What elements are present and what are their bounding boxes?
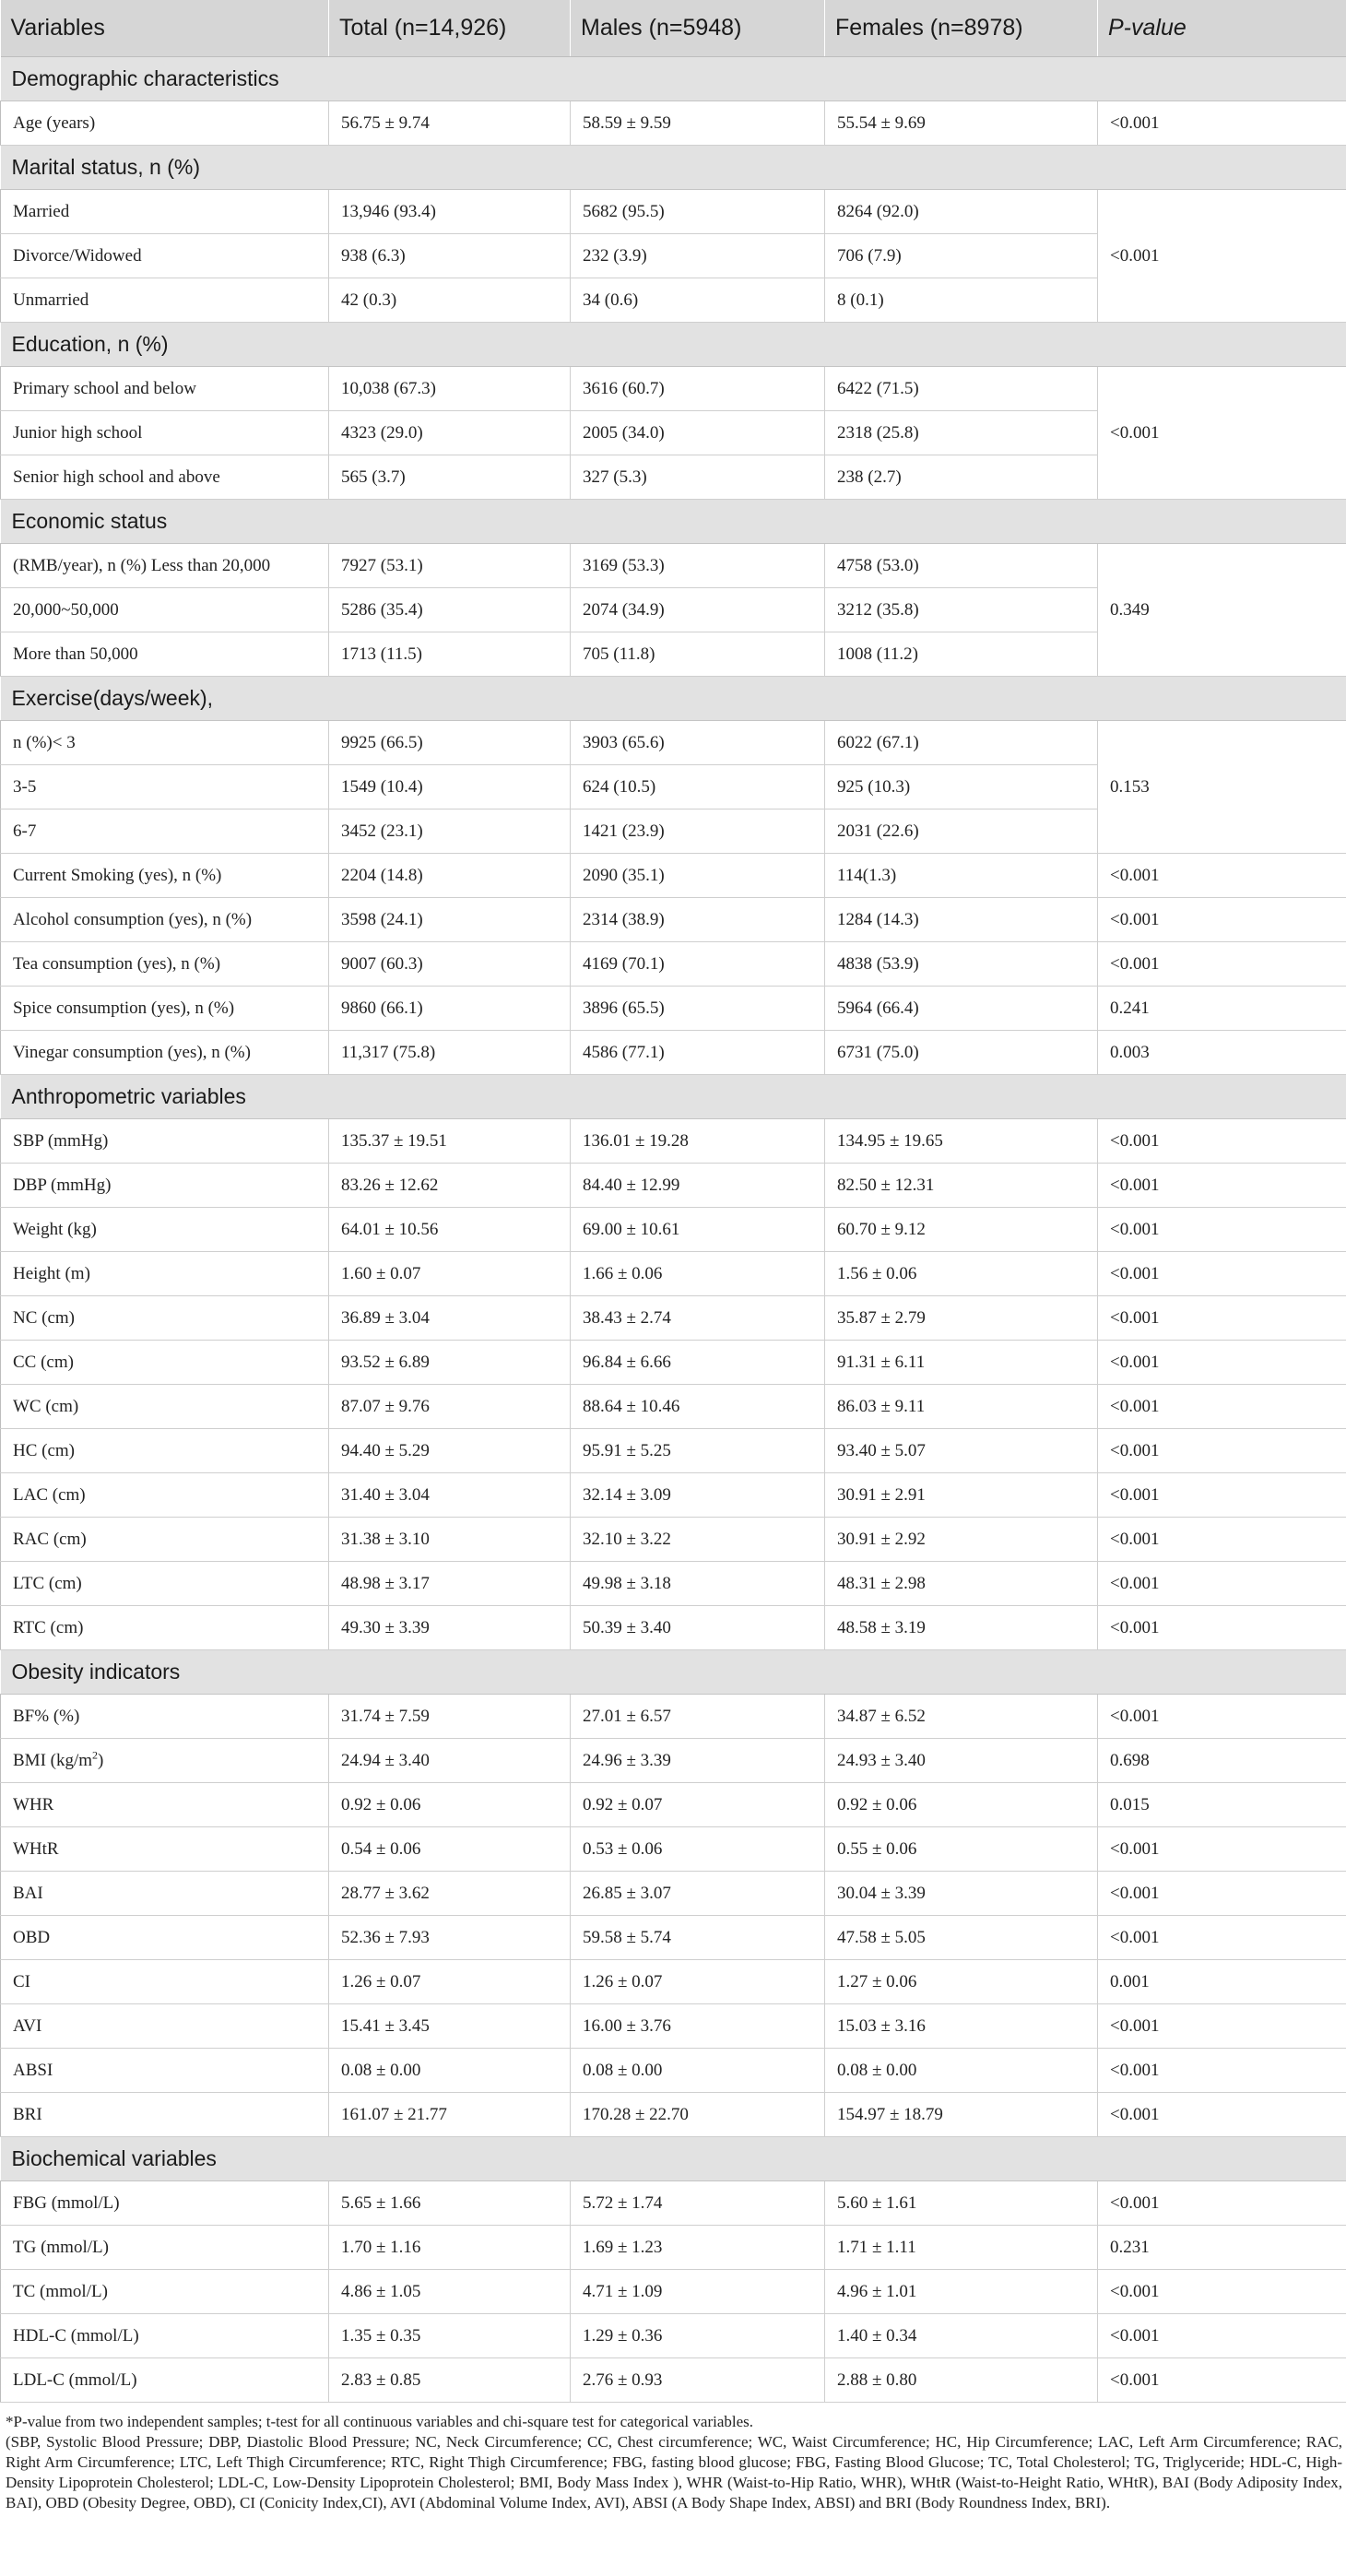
row-label: n (%)< 3 xyxy=(1,721,329,765)
row-label: Current Smoking (yes), n (%) xyxy=(1,854,329,898)
cell-males: 58.59 ± 9.59 xyxy=(571,101,825,146)
header-p-value-text: P-value xyxy=(1108,15,1187,41)
cell-females: 91.31 ± 6.11 xyxy=(825,1341,1098,1385)
cell-males: 49.98 ± 3.18 xyxy=(571,1562,825,1606)
cell-total: 94.40 ± 5.29 xyxy=(329,1429,571,1473)
row-label: Age (years) xyxy=(1,101,329,146)
row-label: Divorce/Widowed xyxy=(1,234,329,278)
cell-males: 3616 (60.7) xyxy=(571,367,825,411)
row-label: BF% (%) xyxy=(1,1695,329,1739)
cell-p-value: <0.001 xyxy=(1098,1385,1346,1429)
cell-total: 9860 (66.1) xyxy=(329,987,571,1031)
cell-p-value: <0.001 xyxy=(1098,2358,1346,2403)
cell-females: 4838 (53.9) xyxy=(825,942,1098,987)
table-row xyxy=(1,2226,1346,2270)
header-total: Total (n=14,926) xyxy=(329,0,571,57)
cell-females: 93.40 ± 5.07 xyxy=(825,1429,1098,1473)
row-label-suffix: ) xyxy=(98,1750,104,1770)
cell-females: 2031 (22.6) xyxy=(825,809,1098,854)
cell-males: 2074 (34.9) xyxy=(571,588,825,632)
cell-females: 4.96 ± 1.01 xyxy=(825,2270,1098,2314)
cell-p-value: <0.001 xyxy=(1098,2314,1346,2358)
cell-males: 170.28 ± 22.70 xyxy=(571,2093,825,2137)
cell-p-value: <0.001 xyxy=(1098,898,1346,942)
row-label: CC (cm) xyxy=(1,1341,329,1385)
cell-total: 0.08 ± 0.00 xyxy=(329,2049,571,2093)
cell-p-value: <0.001 xyxy=(1098,190,1346,323)
cell-males: 1421 (23.9) xyxy=(571,809,825,854)
cell-females: 30.04 ± 3.39 xyxy=(825,1872,1098,1916)
footnote-p-value: *P-value from two independent samples; t-test for all continuous variables and chi-square test for categorical variables. xyxy=(6,2413,754,2430)
cell-total: 28.77 ± 3.62 xyxy=(329,1872,571,1916)
cell-males: 624 (10.5) xyxy=(571,765,825,809)
cell-females: 5.60 ± 1.61 xyxy=(825,2181,1098,2226)
row-label: Weight (kg) xyxy=(1,1208,329,1252)
cell-p-value: 0.001 xyxy=(1098,1960,1346,2004)
header-males: Males (n=5948) xyxy=(571,0,825,57)
section-header-row xyxy=(1,677,1346,721)
row-label: RTC (cm) xyxy=(1,1606,329,1650)
row-label: ABSI xyxy=(1,2049,329,2093)
cell-p-value: <0.001 xyxy=(1098,2093,1346,2137)
row-label: WC (cm) xyxy=(1,1385,329,1429)
section-title: Exercise(days/week), xyxy=(1,677,1346,721)
cell-p-value: <0.001 xyxy=(1098,1562,1346,1606)
cell-males: 50.39 ± 3.40 xyxy=(571,1606,825,1650)
cell-total: 15.41 ± 3.45 xyxy=(329,2004,571,2049)
cell-p-value: <0.001 xyxy=(1098,1296,1346,1341)
cell-p-value: <0.001 xyxy=(1098,1252,1346,1296)
cell-females: 0.08 ± 0.00 xyxy=(825,2049,1098,2093)
cell-males: 2090 (35.1) xyxy=(571,854,825,898)
cell-females: 1284 (14.3) xyxy=(825,898,1098,942)
table-row xyxy=(1,1429,1346,1473)
row-label: FBG (mmol/L) xyxy=(1,2181,329,2226)
cell-males: 4169 (70.1) xyxy=(571,942,825,987)
table-row xyxy=(1,1164,1346,1208)
row-label: Senior high school and above xyxy=(1,455,329,500)
table-row xyxy=(1,2093,1346,2137)
cell-p-value: 0.349 xyxy=(1098,544,1346,677)
row-label: SBP (mmHg) xyxy=(1,1119,329,1164)
section-title: Biochemical variables xyxy=(1,2137,1346,2181)
cell-total: 1.60 ± 0.07 xyxy=(329,1252,571,1296)
cell-total: 24.94 ± 3.40 xyxy=(329,1739,571,1783)
cell-males: 1.29 ± 0.36 xyxy=(571,2314,825,2358)
table-row xyxy=(1,1739,1346,1783)
cell-total: 1713 (11.5) xyxy=(329,632,571,677)
row-label: WHR xyxy=(1,1783,329,1827)
cell-total: 56.75 ± 9.74 xyxy=(329,101,571,146)
cell-males: 84.40 ± 12.99 xyxy=(571,1164,825,1208)
table-row xyxy=(1,854,1346,898)
cell-males: 5682 (95.5) xyxy=(571,190,825,234)
cell-total: 83.26 ± 12.62 xyxy=(329,1164,571,1208)
table-row xyxy=(1,1695,1346,1739)
cell-p-value: <0.001 xyxy=(1098,1872,1346,1916)
cell-p-value: 0.231 xyxy=(1098,2226,1346,2270)
table-row xyxy=(1,2314,1346,2358)
table-row xyxy=(1,367,1346,411)
table-row xyxy=(1,190,1346,234)
section-title: Marital status, n (%) xyxy=(1,146,1346,190)
cell-p-value: <0.001 xyxy=(1098,2181,1346,2226)
row-label: Spice consumption (yes), n (%) xyxy=(1,987,329,1031)
table-row xyxy=(1,1385,1346,1429)
row-label: CI xyxy=(1,1960,329,2004)
cell-p-value: 0.241 xyxy=(1098,987,1346,1031)
row-label: 3-5 xyxy=(1,765,329,809)
row-label: WHtR xyxy=(1,1827,329,1872)
cell-females: 34.87 ± 6.52 xyxy=(825,1695,1098,1739)
table-row xyxy=(1,544,1346,588)
cell-males: 69.00 ± 10.61 xyxy=(571,1208,825,1252)
cell-females: 2318 (25.8) xyxy=(825,411,1098,455)
section-title: Education, n (%) xyxy=(1,323,1346,367)
cell-females: 4758 (53.0) xyxy=(825,544,1098,588)
cell-females: 8 (0.1) xyxy=(825,278,1098,323)
cell-total: 7927 (53.1) xyxy=(329,544,571,588)
cell-p-value: <0.001 xyxy=(1098,2049,1346,2093)
row-label: Vinegar consumption (yes), n (%) xyxy=(1,1031,329,1075)
cell-females: 55.54 ± 9.69 xyxy=(825,101,1098,146)
cell-males: 95.91 ± 5.25 xyxy=(571,1429,825,1473)
cell-total: 36.89 ± 3.04 xyxy=(329,1296,571,1341)
cell-p-value: <0.001 xyxy=(1098,1606,1346,1650)
cell-females: 60.70 ± 9.12 xyxy=(825,1208,1098,1252)
row-label xyxy=(1,1739,329,1783)
cell-females: 86.03 ± 9.11 xyxy=(825,1385,1098,1429)
cell-females: 2.88 ± 0.80 xyxy=(825,2358,1098,2403)
cell-p-value: <0.001 xyxy=(1098,1164,1346,1208)
row-label-text: BMI (kg/m xyxy=(13,1750,93,1770)
header-females: Females (n=8978) xyxy=(825,0,1098,57)
row-label: Tea consumption (yes), n (%) xyxy=(1,942,329,987)
row-label: 20,000~50,000 xyxy=(1,588,329,632)
cell-females: 1.27 ± 0.06 xyxy=(825,1960,1098,2004)
section-title: Anthropometric variables xyxy=(1,1075,1346,1119)
section-title: Obesity indicators xyxy=(1,1650,1346,1695)
cell-p-value: 0.698 xyxy=(1098,1739,1346,1783)
table-row xyxy=(1,721,1346,765)
cell-total: 31.74 ± 7.59 xyxy=(329,1695,571,1739)
table-row xyxy=(1,987,1346,1031)
cell-total: 10,038 (67.3) xyxy=(329,367,571,411)
cell-males: 32.14 ± 3.09 xyxy=(571,1473,825,1518)
cell-total: 0.54 ± 0.06 xyxy=(329,1827,571,1872)
table-row xyxy=(1,1562,1346,1606)
row-label: Married xyxy=(1,190,329,234)
cell-total: 9925 (66.5) xyxy=(329,721,571,765)
section-title: Economic status xyxy=(1,500,1346,544)
cell-females: 134.95 ± 19.65 xyxy=(825,1119,1098,1164)
cell-total: 13,946 (93.4) xyxy=(329,190,571,234)
cell-females: 1008 (11.2) xyxy=(825,632,1098,677)
cell-total: 3452 (23.1) xyxy=(329,809,571,854)
cell-total: 3598 (24.1) xyxy=(329,898,571,942)
section-header-row xyxy=(1,2137,1346,2181)
table-row xyxy=(1,898,1346,942)
cell-males: 3169 (53.3) xyxy=(571,544,825,588)
table-row xyxy=(1,1473,1346,1518)
cell-males: 96.84 ± 6.66 xyxy=(571,1341,825,1385)
section-header-row xyxy=(1,1650,1346,1695)
row-label: LAC (cm) xyxy=(1,1473,329,1518)
row-label: BAI xyxy=(1,1872,329,1916)
table-row xyxy=(1,2358,1346,2403)
cell-p-value: <0.001 xyxy=(1098,1695,1346,1739)
row-label: Alcohol consumption (yes), n (%) xyxy=(1,898,329,942)
cell-total: 161.07 ± 21.77 xyxy=(329,2093,571,2137)
table-row xyxy=(1,1872,1346,1916)
cell-p-value: <0.001 xyxy=(1098,1341,1346,1385)
table-row xyxy=(1,1119,1346,1164)
cell-males: 2314 (38.9) xyxy=(571,898,825,942)
cell-total: 938 (6.3) xyxy=(329,234,571,278)
cell-males: 26.85 ± 3.07 xyxy=(571,1872,825,1916)
cell-total: 49.30 ± 3.39 xyxy=(329,1606,571,1650)
cell-p-value: <0.001 xyxy=(1098,2270,1346,2314)
row-label: BRI xyxy=(1,2093,329,2137)
footnote-abbreviations: (SBP, Systolic Blood Pressure; DBP, Diastolic Blood Pressure; NC, Neck Circumference; CC, Chest circumference; WC, Waist Circumference; HC, Hip Circumference; LAC, Left Arm Circumference; RAC, Right Arm Circumference; LTC, Left Thigh Circumference; RTC, Right Thigh Circumference; FBG, fasting blood glucose; FBG, Fasting Blood Glucose; TC, Total Cholesterol; TG, Triglyceride; HDL-C, High-Density Lipoprotein Cholesterol; LDL-C, Low-Density Lipoprotein Cholesterol; BMI, Body Mass Index ), WHR (Waist-to-Hip Ratio, WHR), WHtR (Waist-to-Height Ratio, WHtR), BAI (Body Adiposity Index, BAI), OBD (Obesity Degree, OBD), CI (Conicity Index,CI), AVI (Abdominal Volume Index, AVI), ABSI (A Body Shape Index, ABSI) and BRI (Body Roundness Index, BRI). xyxy=(6,2433,1342,2511)
cell-females: 30.91 ± 2.92 xyxy=(825,1518,1098,1562)
table-row xyxy=(1,1296,1346,1341)
row-label: 6-7 xyxy=(1,809,329,854)
cell-males: 3903 (65.6) xyxy=(571,721,825,765)
cell-males: 2.76 ± 0.93 xyxy=(571,2358,825,2403)
section-header-row xyxy=(1,1075,1346,1119)
cell-p-value: 0.015 xyxy=(1098,1783,1346,1827)
cell-total: 48.98 ± 3.17 xyxy=(329,1562,571,1606)
table-row xyxy=(1,1208,1346,1252)
cell-females: 1.56 ± 0.06 xyxy=(825,1252,1098,1296)
cell-females: 24.93 ± 3.40 xyxy=(825,1739,1098,1783)
section-title: Demographic characteristics xyxy=(1,57,1346,101)
row-label: NC (cm) xyxy=(1,1296,329,1341)
row-label: LDL-C (mmol/L) xyxy=(1,2358,329,2403)
cell-females: 47.58 ± 5.05 xyxy=(825,1916,1098,1960)
cell-males: 27.01 ± 6.57 xyxy=(571,1695,825,1739)
cell-females: 706 (7.9) xyxy=(825,234,1098,278)
cell-females: 8264 (92.0) xyxy=(825,190,1098,234)
row-label: HDL-C (mmol/L) xyxy=(1,2314,329,2358)
cell-females: 6422 (71.5) xyxy=(825,367,1098,411)
cell-females: 0.92 ± 0.06 xyxy=(825,1783,1098,1827)
cell-p-value: <0.001 xyxy=(1098,367,1346,500)
row-label: Unmarried xyxy=(1,278,329,323)
cell-total: 0.92 ± 0.06 xyxy=(329,1783,571,1827)
table-row xyxy=(1,1341,1346,1385)
cell-total: 1549 (10.4) xyxy=(329,765,571,809)
row-label: LTC (cm) xyxy=(1,1562,329,1606)
row-label: TG (mmol/L) xyxy=(1,2226,329,2270)
cell-males: 59.58 ± 5.74 xyxy=(571,1916,825,1960)
row-label: (RMB/year), n (%) Less than 20,000 xyxy=(1,544,329,588)
row-label: RAC (cm) xyxy=(1,1518,329,1562)
cell-p-value: <0.001 xyxy=(1098,1119,1346,1164)
cell-males: 327 (5.3) xyxy=(571,455,825,500)
cell-males: 34 (0.6) xyxy=(571,278,825,323)
table-row xyxy=(1,1827,1346,1872)
cell-males: 16.00 ± 3.76 xyxy=(571,2004,825,2049)
table-row xyxy=(1,2270,1346,2314)
row-label: OBD xyxy=(1,1916,329,1960)
cell-females: 82.50 ± 12.31 xyxy=(825,1164,1098,1208)
cell-p-value: <0.001 xyxy=(1098,101,1346,146)
cell-males: 0.08 ± 0.00 xyxy=(571,2049,825,2093)
cell-total: 135.37 ± 19.51 xyxy=(329,1119,571,1164)
row-label-superscript: 2 xyxy=(92,1748,99,1762)
cell-total: 11,317 (75.8) xyxy=(329,1031,571,1075)
cell-males: 32.10 ± 3.22 xyxy=(571,1518,825,1562)
cell-females: 925 (10.3) xyxy=(825,765,1098,809)
cell-total: 5.65 ± 1.66 xyxy=(329,2181,571,2226)
row-label: Junior high school xyxy=(1,411,329,455)
cell-p-value: <0.001 xyxy=(1098,1916,1346,1960)
cell-total: 31.38 ± 3.10 xyxy=(329,1518,571,1562)
cell-males: 24.96 ± 3.39 xyxy=(571,1739,825,1783)
cell-total: 5286 (35.4) xyxy=(329,588,571,632)
cell-total: 93.52 ± 6.89 xyxy=(329,1341,571,1385)
table-row xyxy=(1,1916,1346,1960)
cell-total: 1.26 ± 0.07 xyxy=(329,1960,571,2004)
cell-females: 15.03 ± 3.16 xyxy=(825,2004,1098,2049)
table-header-row xyxy=(1,0,1346,57)
section-header-row xyxy=(1,57,1346,101)
table-body xyxy=(1,57,1346,2403)
header-variables: Variables xyxy=(1,0,329,57)
header-p-value xyxy=(1098,0,1346,57)
table-row xyxy=(1,1031,1346,1075)
cell-males: 232 (3.9) xyxy=(571,234,825,278)
cell-p-value: <0.001 xyxy=(1098,1429,1346,1473)
cell-p-value: <0.001 xyxy=(1098,1208,1346,1252)
cell-total: 1.70 ± 1.16 xyxy=(329,2226,571,2270)
cell-total: 9007 (60.3) xyxy=(329,942,571,987)
cell-males: 136.01 ± 19.28 xyxy=(571,1119,825,1164)
section-header-row xyxy=(1,323,1346,367)
cell-total: 4.86 ± 1.05 xyxy=(329,2270,571,2314)
row-label: DBP (mmHg) xyxy=(1,1164,329,1208)
row-label: Height (m) xyxy=(1,1252,329,1296)
cell-males: 1.26 ± 0.07 xyxy=(571,1960,825,2004)
cell-p-value: <0.001 xyxy=(1098,1827,1346,1872)
cell-p-value: 0.153 xyxy=(1098,721,1346,854)
table-row xyxy=(1,1252,1346,1296)
cell-males: 5.72 ± 1.74 xyxy=(571,2181,825,2226)
cell-females: 6022 (67.1) xyxy=(825,721,1098,765)
row-label: AVI xyxy=(1,2004,329,2049)
table-row xyxy=(1,1606,1346,1650)
cell-p-value: <0.001 xyxy=(1098,854,1346,898)
cell-p-value: <0.001 xyxy=(1098,942,1346,987)
cell-total: 87.07 ± 9.76 xyxy=(329,1385,571,1429)
table-row xyxy=(1,2004,1346,2049)
cell-males: 2005 (34.0) xyxy=(571,411,825,455)
cell-total: 1.35 ± 0.35 xyxy=(329,2314,571,2358)
cell-males: 0.53 ± 0.06 xyxy=(571,1827,825,1872)
cell-males: 0.92 ± 0.07 xyxy=(571,1783,825,1827)
cell-females: 48.31 ± 2.98 xyxy=(825,1562,1098,1606)
cell-total: 42 (0.3) xyxy=(329,278,571,323)
row-label: More than 50,000 xyxy=(1,632,329,677)
cell-males: 4.71 ± 1.09 xyxy=(571,2270,825,2314)
cell-p-value: 0.003 xyxy=(1098,1031,1346,1075)
cell-total: 4323 (29.0) xyxy=(329,411,571,455)
cell-females: 238 (2.7) xyxy=(825,455,1098,500)
cell-females: 3212 (35.8) xyxy=(825,588,1098,632)
cell-females: 114(1.3) xyxy=(825,854,1098,898)
row-label: TC (mmol/L) xyxy=(1,2270,329,2314)
cell-females: 0.55 ± 0.06 xyxy=(825,1827,1098,1872)
cell-females: 48.58 ± 3.19 xyxy=(825,1606,1098,1650)
cell-females: 35.87 ± 2.79 xyxy=(825,1296,1098,1341)
cell-males: 4586 (77.1) xyxy=(571,1031,825,1075)
cell-total: 565 (3.7) xyxy=(329,455,571,500)
cell-total: 31.40 ± 3.04 xyxy=(329,1473,571,1518)
cell-males: 88.64 ± 10.46 xyxy=(571,1385,825,1429)
cell-males: 1.66 ± 0.06 xyxy=(571,1252,825,1296)
cell-p-value: <0.001 xyxy=(1098,1518,1346,1562)
section-header-row xyxy=(1,500,1346,544)
cell-males: 38.43 ± 2.74 xyxy=(571,1296,825,1341)
cell-total: 2204 (14.8) xyxy=(329,854,571,898)
row-label: Primary school and below xyxy=(1,367,329,411)
cell-females: 5964 (66.4) xyxy=(825,987,1098,1031)
table-row xyxy=(1,1783,1346,1827)
row-label: HC (cm) xyxy=(1,1429,329,1473)
cell-females: 1.40 ± 0.34 xyxy=(825,2314,1098,2358)
table-row xyxy=(1,1960,1346,2004)
table-row xyxy=(1,942,1346,987)
cell-males: 3896 (65.5) xyxy=(571,987,825,1031)
cell-females: 154.97 ± 18.79 xyxy=(825,2093,1098,2137)
table-footnotes xyxy=(0,2403,1346,2513)
cell-p-value: <0.001 xyxy=(1098,2004,1346,2049)
cell-total: 52.36 ± 7.93 xyxy=(329,1916,571,1960)
section-header-row xyxy=(1,146,1346,190)
table-row xyxy=(1,2181,1346,2226)
table-row xyxy=(1,2049,1346,2093)
table-row xyxy=(1,1518,1346,1562)
cell-females: 1.71 ± 1.11 xyxy=(825,2226,1098,2270)
cell-males: 1.69 ± 1.23 xyxy=(571,2226,825,2270)
cell-p-value: <0.001 xyxy=(1098,1473,1346,1518)
cell-total: 2.83 ± 0.85 xyxy=(329,2358,571,2403)
table-row xyxy=(1,101,1346,146)
cell-males: 705 (11.8) xyxy=(571,632,825,677)
cell-females: 30.91 ± 2.91 xyxy=(825,1473,1098,1518)
cell-females: 6731 (75.0) xyxy=(825,1031,1098,1075)
cell-total: 64.01 ± 10.56 xyxy=(329,1208,571,1252)
